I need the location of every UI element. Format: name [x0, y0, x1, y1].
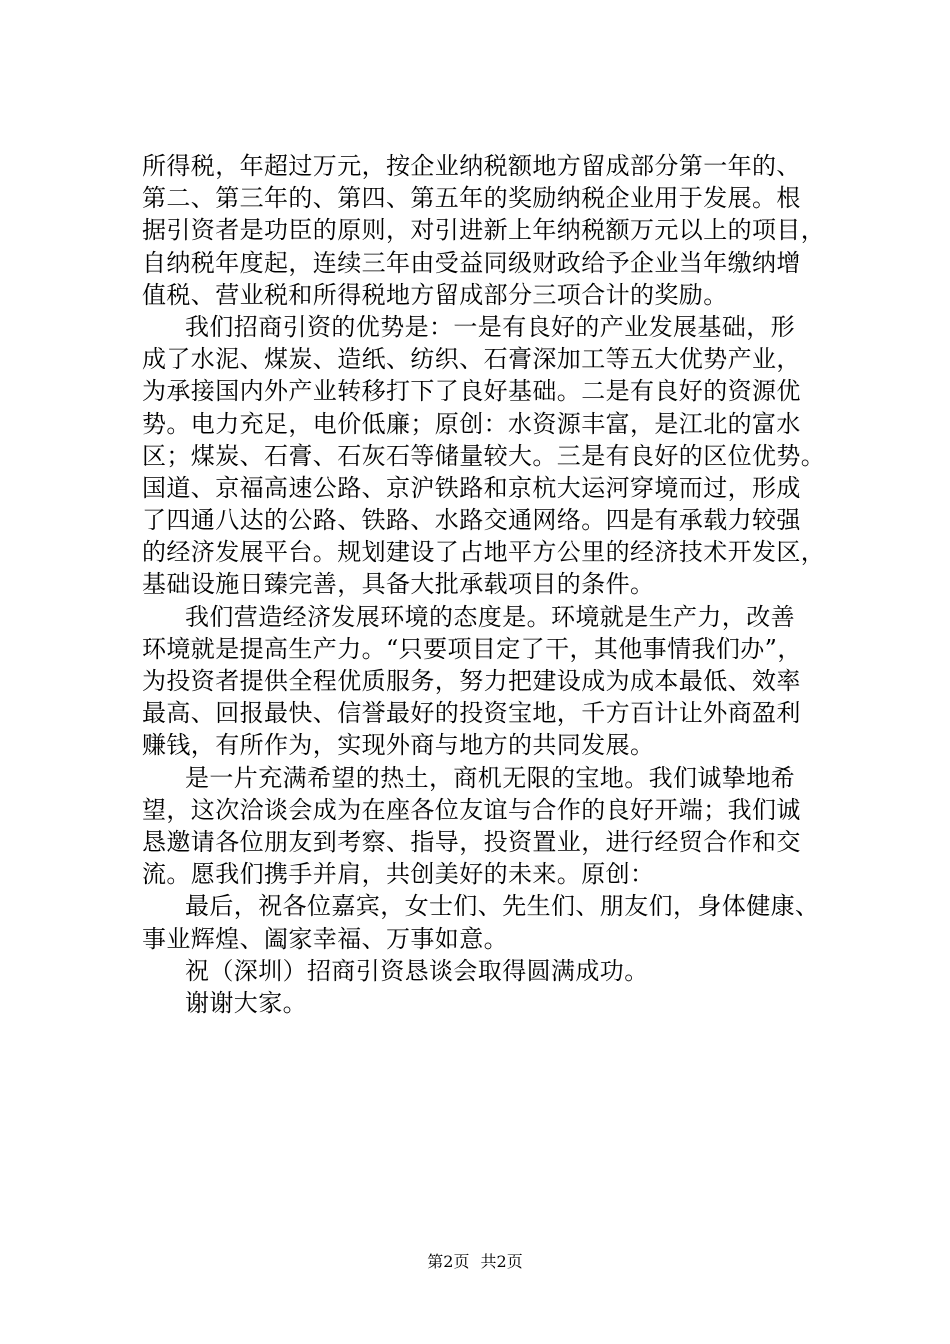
- text-line: 事业辉煌、阖家幸福、万事如意。: [142, 924, 508, 953]
- text-line: 祝（深圳）招商引资恳谈会取得圆满成功。: [185, 956, 649, 985]
- text-line: 基础设施日臻完善，具备大批承载项目的条件。: [142, 570, 655, 599]
- text-line: 的经济发展平台。规划建设了占地平方公里的经济技术开发区，: [142, 538, 826, 567]
- text-line: 望，这次洽谈会成为在座各位友谊与合作的良好开端；我们诚: [142, 795, 801, 824]
- text-line: 自纳税年度起，连续三年由受益同级财政给予企业当年缴纳增: [142, 248, 801, 277]
- text-line: 成了水泥、煤炭、造纸、纺织、石膏深加工等五大优势产业，: [142, 345, 801, 374]
- document-body: [142, 150, 832, 1019]
- text-line: 第二、第三年的、第四、第五年的奖励纳税企业用于发展。根: [142, 184, 801, 213]
- text-line: 值税、营业税和所得税地方留成部分三项合计的奖励。: [142, 280, 728, 309]
- text-line: 谢谢大家。: [185, 988, 307, 1017]
- text-line: 势。电力充足，电价低廉；原创：水资源丰富，是江北的富水: [142, 409, 801, 438]
- page-number: 第2页: [427, 1252, 470, 1271]
- text-line: 为投资者提供全程优质服务，努力把建设成为成本最低、效率: [142, 667, 801, 695]
- text-line: 我们营造经济发展环境的态度是。环境就是生产力，改善: [185, 602, 795, 631]
- text-line: 恳邀请各位朋友到考察、指导，投资置业，进行经贸合作和交: [142, 827, 801, 856]
- text-line: 是一片充满希望的热土，商机无限的宝地。我们诚挚地希: [185, 763, 795, 792]
- text-line: 最高、回报最快、信誉最好的投资宝地，千方百计让外商盈利: [142, 699, 801, 728]
- text-line: 为承接国内外产业转移打下了良好基础。二是有良好的资源优: [142, 377, 801, 406]
- text-line: 环境就是提高生产力。“只要项目定了干，其他事情我们办”，: [142, 634, 802, 663]
- page-total: 共2页: [480, 1252, 523, 1271]
- text-line: 最后，祝各位嘉宾，女士们、先生们、朋友们，身体健康、: [185, 892, 820, 921]
- text-line: 了四通八达的公路、铁路、水路交通网络。四是有承载力较强: [142, 506, 801, 535]
- text-line: 赚钱，有所作为，实现外商与地方的共同发展。: [142, 731, 655, 760]
- text-line: 区；煤炭、石膏、石灰石等储量较大。三是有良好的区位优势。: [142, 441, 826, 470]
- text-line: 我们招商引资的优势是：一是有良好的产业发展基础，形: [185, 312, 795, 341]
- text-line: 据引资者是功臣的原则，对引进新上年纳税额万元以上的项目，: [142, 216, 826, 245]
- text-line: 国道、京福高速公路、京沪铁路和京杭大运河穿境而过，形成: [142, 473, 801, 502]
- text-line: 流。愿我们携手并肩，共创美好的未来。原创：: [142, 860, 655, 889]
- text-line: 所得税，年超过万元，按企业纳税额地方留成部分第一年的、: [142, 152, 801, 180]
- page-footer: [0, 1252, 950, 1272]
